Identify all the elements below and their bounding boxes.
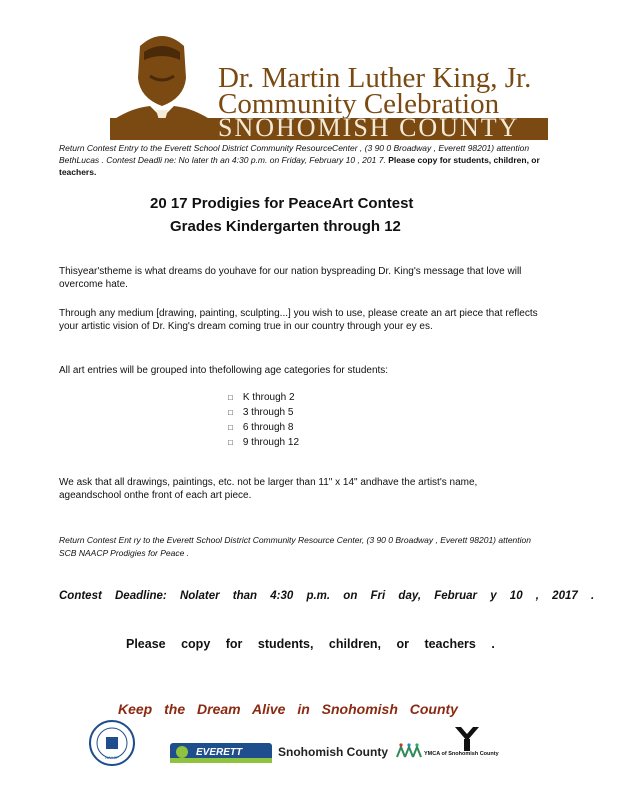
list-item: □ 6 through 8 bbox=[228, 420, 299, 435]
header-title-line1: Dr. Martin Luther King, Jr. bbox=[218, 62, 532, 94]
deadline-line: Contest Deadline: Nolater than 4:30 p.m. on Fri day, Februar y 10 , 2017 . bbox=[59, 590, 595, 602]
theme-paragraph: Thisyear'stheme is what dreams do youhave for our nation byspreading Dr. King's message that love will overcome hate. bbox=[59, 266, 522, 290]
copy-line: Please copy for students, children, or teachers . bbox=[126, 637, 495, 651]
naacp-seal-logo bbox=[88, 719, 136, 767]
return-paragraph: Return Contest Ent ry to the Everett School District Community Resource Center, (3 90 0 Broadway , Everett 98201) attention SCB NAACP Prodigies for Peace . bbox=[59, 535, 531, 558]
contest-title: 20 17 Prodigies for PeaceArt Contest bbox=[150, 195, 414, 212]
medium-paragraph: Through any medium [drawing, painting, sculpting...] you wish to use, please create an art piece that reflects your artistic vision of Dr. King's dream coming true in our country through your ey es. bbox=[59, 308, 538, 332]
top-note-bold: Please copy for students, children, or teachers. bbox=[59, 155, 540, 177]
header-title-line2: Community Celebration bbox=[218, 88, 500, 120]
everett-schools-logo bbox=[170, 741, 272, 763]
everett-logo-text: EVERETT bbox=[196, 747, 243, 758]
list-item: □ K through 2 bbox=[228, 390, 299, 405]
top-return-note bbox=[59, 142, 549, 178]
ymca-logo-text: YMCA of Snohomish County bbox=[424, 751, 499, 757]
slogan: Keep the Dream Alive in Snohomish County bbox=[118, 701, 458, 717]
contest-grades: Grades Kindergarten through 12 bbox=[170, 218, 401, 235]
svg-text:NAACP: NAACP bbox=[105, 755, 119, 760]
list-item: □ 9 through 12 bbox=[228, 435, 299, 450]
size-paragraph: We ask that all drawings, paintings, etc. not be larger than 11" x 14" andhave the artist's name, ageandschool onthe front of each art piece. bbox=[59, 477, 478, 501]
age-category-list bbox=[228, 390, 299, 450]
categories-intro: All art entries will be grouped into thefollowing age categories for students: bbox=[59, 365, 389, 376]
list-item: □ 3 through 5 bbox=[228, 405, 299, 420]
ymca-logo bbox=[433, 725, 501, 767]
header-county: SNOHOMISH COUNTY bbox=[218, 113, 520, 142]
snohomish-county-logo-text: Snohomish County bbox=[278, 745, 388, 759]
top-note-text: Return Contest Entry to the Everett School District Community ResourceCenter , (3 90 0 Broadway , Everett 98201) attention BethLucas . Contest Deadli ne: No later th an 4:30 p.m. on Friday, February 10 , 201 7. bbox=[59, 143, 530, 165]
people-figures-icon bbox=[396, 743, 424, 759]
